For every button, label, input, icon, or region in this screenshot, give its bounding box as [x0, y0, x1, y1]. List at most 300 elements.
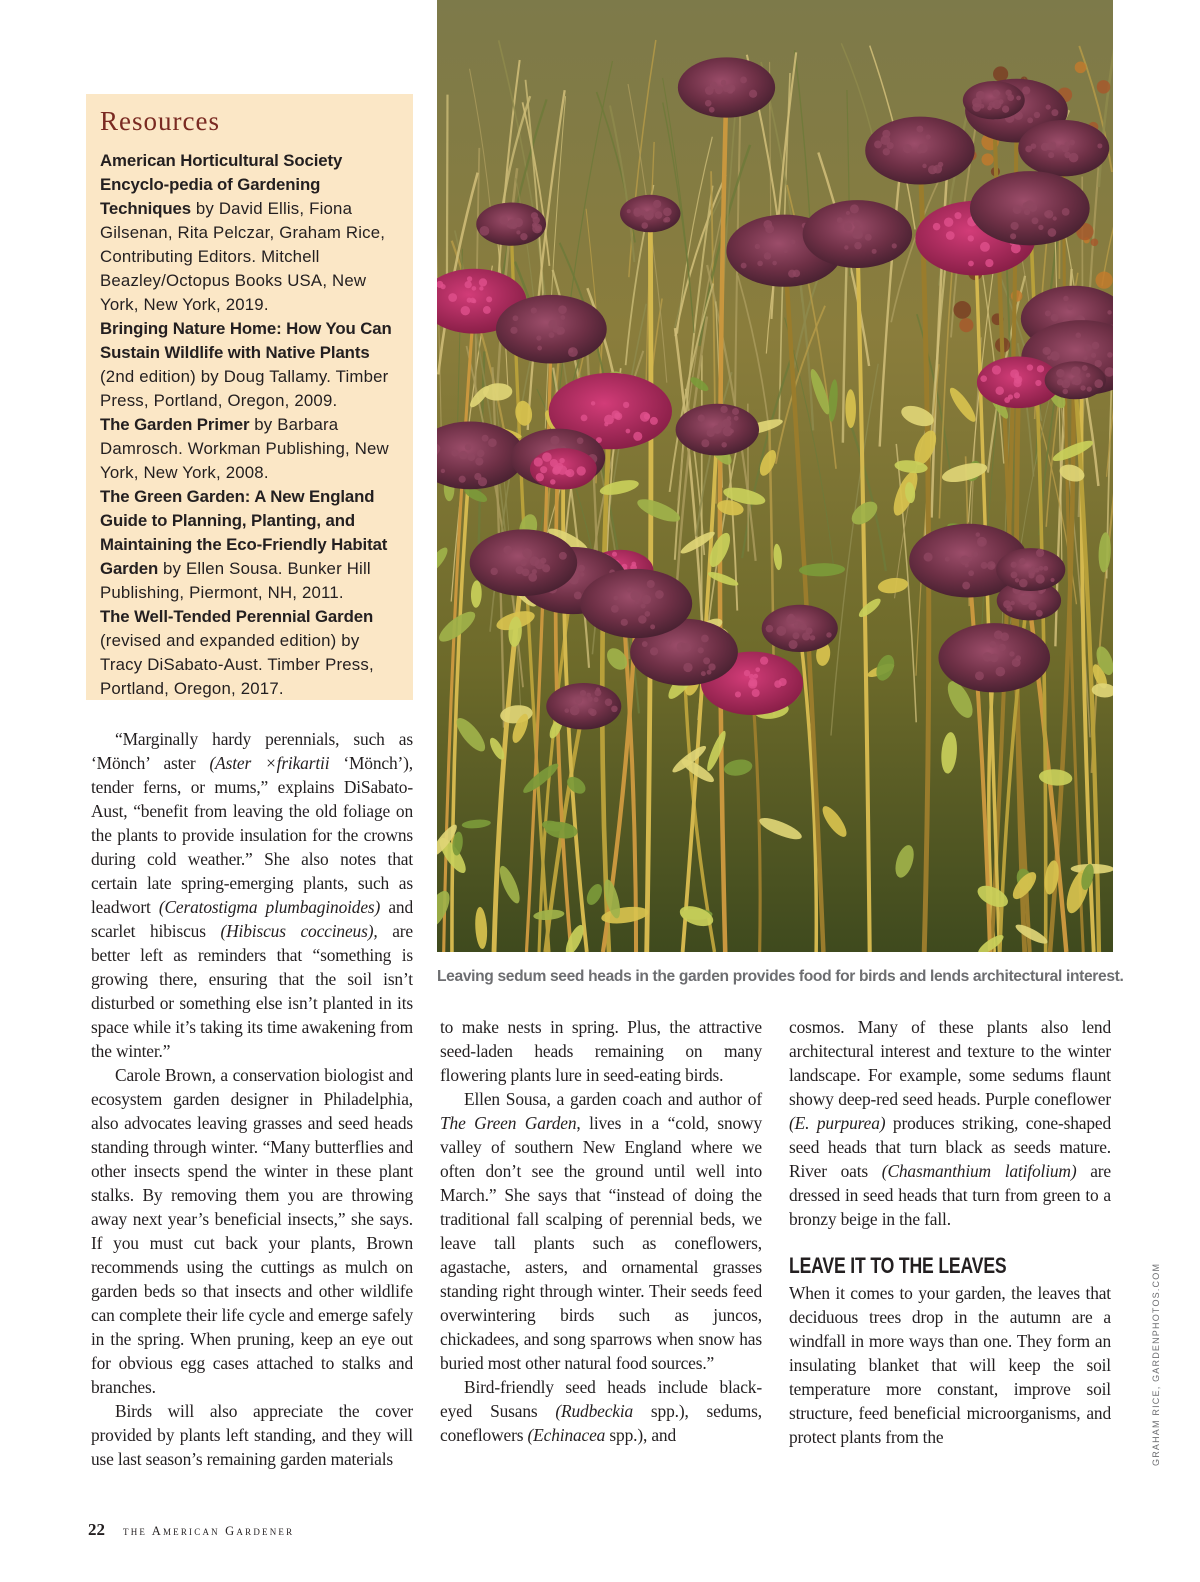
species-name: (Echinacea — [527, 1425, 606, 1445]
seed-head-floret — [655, 590, 664, 599]
seed-head-floret — [533, 217, 540, 224]
seed-head-floret — [642, 595, 651, 604]
seed-head-floret — [483, 306, 491, 314]
autumn-foliage — [959, 318, 973, 332]
seed-head-floret — [776, 626, 786, 636]
seed-head-floret — [799, 625, 804, 630]
body-column-1 — [91, 727, 413, 1471]
seed-head-floret — [564, 708, 569, 713]
seed-head-floret — [709, 107, 715, 113]
seed-head-floret — [605, 698, 613, 706]
seed-head-floret — [928, 165, 937, 174]
seed-head-floret — [516, 230, 520, 234]
seed-head-floret — [663, 208, 672, 217]
seed-head-floret — [881, 135, 891, 145]
sedum-photo — [437, 0, 1113, 952]
seed-head-floret — [472, 286, 477, 291]
autumn-foliage — [1091, 238, 1099, 246]
seed-head-floret — [593, 697, 598, 702]
seed-head-floret — [630, 591, 640, 601]
seed-head-floret — [604, 415, 614, 425]
seed-head-floret — [892, 243, 897, 248]
seed-head-floret — [1107, 310, 1111, 314]
seed-head-floret — [802, 632, 810, 640]
seed-head-floret — [558, 465, 567, 474]
paragraph: to make nests in spring. Plus, the attractive seed-laden heads remaining on many flowering plants lure in seed-eating birds. — [440, 1017, 762, 1085]
seed-head-floret — [530, 556, 540, 566]
seed-head-floret — [441, 469, 445, 473]
seed-head-floret — [459, 476, 466, 483]
seed-head-floret — [853, 220, 861, 228]
paragraph — [789, 1015, 1111, 1231]
seed-head-floret — [440, 284, 445, 289]
seed-head-floret — [990, 563, 995, 568]
text-run: cosmos. Many of these plants also lend architectural interest and texture to the winter landscape. For example, some sedums flaunt showy deep-red seed heads. Purple coneflower — [789, 1017, 1111, 1109]
seed-head-floret — [853, 226, 862, 235]
seed-head-floret — [1051, 314, 1059, 322]
seed-head-floret — [741, 263, 747, 269]
seed-head-floret — [1091, 353, 1096, 358]
seed-head-floret — [451, 449, 458, 456]
seed-head-floret — [1014, 375, 1022, 383]
seed-head-floret — [641, 603, 646, 608]
seed-head-floret — [1003, 600, 1011, 608]
seed-head-floret — [740, 77, 747, 84]
seed-head-floret — [987, 106, 992, 111]
seed-head-floret — [755, 667, 760, 672]
seed-head-floret — [1050, 578, 1054, 582]
seed-head-floret — [531, 307, 537, 313]
seed-head-floret — [962, 582, 970, 590]
seed-head-floret — [793, 632, 800, 639]
seed-head-floret — [865, 234, 872, 241]
seed-head-floret — [1031, 566, 1035, 570]
seed-head — [963, 81, 1025, 119]
body-column-3 — [789, 1015, 1111, 1449]
autumn-foliage — [1096, 272, 1113, 289]
seed-head-floret — [612, 552, 617, 557]
text-run: spp.), sedums, coneflowers — [440, 1401, 762, 1445]
seed-head-floret — [552, 325, 560, 333]
seed-head-floret — [968, 261, 974, 267]
seed-head-floret — [1035, 574, 1044, 583]
seed-head-floret — [980, 375, 987, 382]
seed-head-floret — [1087, 387, 1092, 392]
seed-head-floret — [1016, 96, 1021, 101]
seed-head-floret — [992, 365, 1001, 374]
seed-head-floret — [1008, 394, 1013, 399]
resource-details: (revised and expanded edition) by Tracy DiSabato-Aust. Timber Press, Portland, Oregon, 2017. — [100, 631, 374, 698]
seed-head-floret — [1065, 141, 1070, 146]
seed-head-floret — [968, 570, 974, 576]
seed-head-floret — [1086, 373, 1091, 378]
seed-head-floret — [467, 276, 472, 281]
seed-head-floret — [1036, 549, 1044, 557]
seed-head-floret — [1000, 632, 1009, 641]
resource-item — [100, 317, 401, 413]
seed-head-floret — [926, 134, 931, 139]
seed-head-floret — [722, 419, 731, 428]
seed-head-floret — [790, 239, 795, 244]
resource-details: (2nd edition) by Doug Tallamy. Timber Press, Portland, Oregon, 2009. — [100, 367, 389, 410]
seed-head-floret — [1032, 217, 1039, 224]
seed-head-floret — [1036, 610, 1043, 617]
autumn-foliage — [1097, 80, 1111, 94]
resource-item — [100, 413, 401, 485]
seed-head-floret — [933, 223, 940, 230]
seed-head-floret — [1056, 369, 1065, 378]
seed-head-floret — [844, 245, 848, 249]
seed-head-floret — [968, 557, 972, 561]
seed-head-floret — [540, 558, 546, 564]
seed-head-floret — [448, 293, 457, 302]
seed-head-floret — [520, 560, 527, 567]
seed-head-floret — [755, 244, 760, 249]
seed-head-floret — [752, 689, 760, 697]
species-name: (E. purpurea) — [789, 1113, 886, 1133]
paragraph — [440, 1375, 762, 1447]
seed-head-floret — [575, 696, 582, 703]
seed-head-floret — [1048, 152, 1054, 158]
species-name: (Rudbeckia — [555, 1401, 634, 1421]
seed-head-floret — [613, 596, 618, 601]
seed-head-floret — [511, 222, 518, 229]
seed-head-floret — [644, 413, 650, 419]
seed-head-floret — [667, 641, 671, 645]
seed-head-floret — [729, 89, 733, 93]
seed-head-floret — [1071, 366, 1081, 376]
seed-head-floret — [1027, 364, 1033, 370]
text-run: produces striking, cone-shaped seed heads that turn black as seeds mature. River oats — [789, 1113, 1111, 1181]
seed-head-floret — [721, 442, 726, 447]
seed-head-floret — [1010, 601, 1014, 605]
seed-head-floret — [903, 144, 912, 153]
seed-head-floret — [558, 305, 567, 314]
seed-head-floret — [475, 457, 483, 465]
text-run: ‘Mönch’), tender ferns, or mums,” explains DiSabato-Aust, “benefit from leaving the old foliage on the plants to provide insulation for the crowns during cold weather.” She also notes that certain late spring-emerging plants, such as leadwort — [91, 753, 413, 917]
seed-head-floret — [559, 458, 564, 463]
seed-head-floret — [1092, 342, 1100, 350]
text-run: are dressed in seed heads that turn from green to a bronzy beige in the fall. — [789, 1161, 1112, 1229]
seed-head-floret — [1038, 225, 1043, 230]
seed-head-floret — [872, 249, 877, 254]
seed-head-floret — [566, 469, 574, 477]
seed-head-floret — [1024, 209, 1030, 215]
seed-head-floret — [611, 706, 618, 713]
seed-head-floret — [534, 457, 543, 466]
sedum-illustration — [437, 0, 1113, 952]
seed-head-floret — [581, 414, 588, 421]
seed-head-floret — [1034, 112, 1040, 118]
seed-head-floret — [633, 432, 642, 441]
resource-item — [100, 605, 401, 701]
page-number: 22 — [88, 1520, 105, 1539]
seed-head-floret — [1009, 651, 1014, 656]
seed-head-floret — [542, 452, 552, 462]
seed-head-floret — [1045, 310, 1051, 316]
seed-head-floret — [560, 315, 565, 320]
seed-head-floret — [757, 261, 763, 267]
seed-head-floret — [705, 100, 712, 107]
seed-head-floret — [710, 82, 718, 90]
seed-head-floret — [732, 408, 739, 415]
seed-head-floret — [1027, 117, 1033, 123]
seed-head-floret — [1046, 104, 1051, 109]
seed-head-floret — [826, 632, 831, 637]
seed-head-floret — [992, 90, 1000, 98]
seed-head-floret — [568, 347, 578, 357]
seed-head-floret — [631, 562, 636, 567]
seed-head-floret — [577, 437, 584, 444]
page-footer — [88, 1520, 294, 1540]
seed-head-floret — [850, 204, 859, 213]
seed-head-floret — [701, 671, 706, 676]
seed-head-floret — [550, 479, 556, 485]
seed-head-floret — [749, 681, 754, 686]
seed-head-floret — [1082, 365, 1088, 371]
seed-head-floret — [1048, 228, 1057, 237]
photo-credit: GRAHAM RICE, GARDENPHOTOS.COM — [1151, 1262, 1161, 1466]
seed-head-floret — [998, 644, 1005, 651]
seed-head-floret — [549, 332, 555, 338]
seed-head-floret — [924, 553, 933, 562]
seed-head-floret — [922, 164, 926, 168]
seed-head-floret — [954, 212, 961, 219]
seed-head-floret — [536, 473, 544, 481]
seed-head-floret — [633, 208, 640, 215]
seed-head-floret — [989, 641, 996, 648]
seed-head-floret — [1084, 344, 1091, 351]
seed-head-floret — [766, 625, 774, 633]
seed-head-floret — [580, 690, 586, 696]
resource-title: The Green Garden: A New England Guide to Planning, Planting, and Maintaining the Eco-Friendly Habitat Garden — [100, 487, 388, 578]
seed-head-floret — [968, 235, 974, 241]
seed-head-floret — [1107, 352, 1113, 358]
seed-head-floret — [703, 657, 710, 664]
seed-head-floret — [465, 281, 472, 288]
seed-head-floret — [499, 216, 508, 225]
seed-head-floret — [976, 91, 985, 100]
seed-head-floret — [998, 99, 1003, 104]
seed-head-floret — [488, 438, 497, 447]
seed-head-floret — [721, 80, 727, 86]
seed-head-floret — [1019, 558, 1026, 565]
seed-head-floret — [779, 678, 787, 686]
seed-head-floret — [945, 557, 950, 562]
resource-item — [100, 149, 401, 317]
seed-head-floret — [995, 667, 1005, 677]
resource-details: by David Ellis, Fiona Gilsenan, Rita Pelczar, Graham Rice, Contributing Editors. Mitchell Beazley/Octopus Books USA, New York, New York, 2019. — [100, 199, 386, 314]
seed-head-floret — [574, 704, 578, 708]
seed-head-floret — [627, 587, 632, 592]
magazine-name: the American Gardener — [123, 1524, 295, 1538]
seed-head-floret — [480, 226, 490, 236]
seed-head-floret — [918, 143, 928, 153]
seed-head-floret — [580, 572, 584, 576]
seed-head-floret — [1076, 333, 1082, 339]
seed-head-floret — [1051, 109, 1058, 116]
seed-head-floret — [749, 90, 757, 98]
seed-head-floret — [578, 565, 585, 572]
seed-head-floret — [477, 449, 485, 457]
seed-head-floret — [772, 261, 777, 266]
species-name: (Ceratostigma plumbaginoides) — [158, 897, 381, 917]
seed-head-floret — [789, 640, 798, 649]
text-run: Bird-friendly seed heads include black-eyed Susans — [440, 1377, 762, 1421]
seed-head-floret — [1002, 106, 1009, 113]
resource-title: The Well-Tended Perennial Garden — [100, 607, 374, 626]
resource-title: Bringing Nature Home: How You Can Sustain Wildlife with Native Plants — [100, 319, 392, 362]
seed-head-floret — [1080, 385, 1085, 390]
seed-head-floret — [1060, 145, 1065, 150]
seed-head-floret — [788, 270, 796, 278]
paragraph: When it comes to your garden, the leaves that deciduous trees drop in the autumn are a windfall in more ways than one. They form an insulating blanket that will keep the soil temperature more constant, improve soil structure, feed beneficial microorganisms, and protect plants from the — [789, 1283, 1111, 1447]
seed-head-floret — [1047, 356, 1051, 360]
resources-sidebar — [86, 94, 413, 700]
seed-head-floret — [683, 663, 692, 672]
resource-title: The Garden Primer — [100, 415, 250, 434]
seed-head-floret — [611, 605, 619, 613]
seed-head-floret — [574, 591, 582, 599]
seed-head-floret — [1011, 562, 1017, 568]
seed-head-floret — [760, 657, 768, 665]
seed-head-floret — [723, 85, 730, 92]
seed-head-floret — [677, 642, 686, 651]
seed-head-floret — [467, 453, 475, 461]
resource-details: by Barbara Damrosch. Workman Publishing, New York, New York, 2008. — [100, 415, 389, 482]
body-column-2 — [440, 1015, 762, 1447]
seed-head-floret — [486, 296, 492, 302]
seed-head-floret — [528, 573, 537, 582]
seed-head-floret — [810, 635, 815, 640]
seed-head-floret — [1045, 210, 1054, 219]
seed-head-floret — [985, 259, 993, 267]
text-run: “Marginally hardy perennials, such as ‘Mönch’ aster — [91, 729, 413, 773]
seed-head-floret — [978, 540, 985, 547]
seed-head-floret — [1064, 152, 1070, 158]
seed-head-floret — [641, 222, 648, 229]
seed-head-floret — [459, 451, 468, 460]
seed-head-floret — [1094, 379, 1103, 388]
seed-head-floret — [972, 551, 978, 557]
seed-head-floret — [1028, 602, 1036, 610]
seed-head-floret — [763, 220, 772, 229]
seed-head-floret — [1037, 365, 1044, 372]
seed-head-floret — [1083, 356, 1088, 361]
seed-head-floret — [550, 436, 559, 445]
seed-head-floret — [510, 327, 517, 334]
seed-head-floret — [647, 212, 654, 219]
seed-head-floret — [1010, 233, 1016, 239]
paragraph — [440, 1087, 762, 1375]
photo-caption: Leaving sedum seed heads in the garden provides food for birds and lends architectural interest. — [437, 968, 1124, 985]
paragraph — [91, 727, 413, 1063]
seed-head-floret — [1050, 351, 1060, 361]
seed-head-floret — [621, 619, 628, 626]
seed-head-floret — [995, 387, 1003, 395]
seed-head-floret — [1049, 144, 1056, 151]
seed-head-floret — [635, 600, 639, 604]
seed-head-floret — [960, 556, 970, 566]
seed-head-floret — [946, 231, 955, 240]
seed-head-floret — [650, 417, 658, 425]
seed-head-floret — [465, 444, 471, 450]
seed-head-floret — [472, 299, 476, 303]
seed-head-floret — [783, 249, 787, 253]
seed-head-floret — [1025, 146, 1032, 153]
seed-head-floret — [491, 568, 498, 575]
seed-head-floret — [846, 211, 850, 215]
seed-head-floret — [525, 552, 532, 559]
seed-head-floret — [638, 615, 646, 623]
resource-details: by Ellen Sousa. Bunker Hill Publishing, Piermont, NH, 2011. — [100, 559, 371, 602]
seed-head-floret — [1069, 140, 1075, 146]
seed-head-floret — [701, 635, 709, 643]
seed-head-floret — [664, 217, 670, 223]
seed-head-floret — [577, 466, 586, 475]
seed-head-floret — [837, 217, 843, 223]
text-run: and scarlet hibiscus — [91, 897, 414, 941]
seed-head-floret — [1063, 296, 1069, 302]
seed-head-floret — [1053, 216, 1057, 220]
seed-head-floret — [513, 315, 519, 321]
seed-head-floret — [708, 663, 715, 670]
seed-head-floret — [1013, 205, 1022, 214]
species-name: (Hibiscus coccineus), — [220, 921, 378, 941]
autumn-foliage — [953, 301, 971, 319]
seed-head-floret — [536, 335, 541, 340]
seed-head-floret — [980, 242, 990, 252]
seed-head-floret — [1061, 380, 1070, 389]
seed-head-floret — [559, 552, 567, 560]
seed-head-floret — [713, 425, 722, 434]
resource-title: American Horticultural Society Encyclo-pedia of Gardening Techniques — [100, 151, 343, 218]
seed-head-floret — [640, 210, 646, 216]
seed-head-floret — [506, 223, 510, 227]
grass-blade — [447, 95, 448, 300]
paragraph: Carole Brown, a conservation biologist and ecosystem garden designer in Philadelphia, also advocates leaving grasses and seed heads standing through winter. “Many butterflies and other insects spend the winter in these plant stalks. By removing them you are throwing away next year’s beneficial insects,” she says. If you must cut back your plants, Brown recommends using the cuttings as mulch on garden beds so that insects and other wildlife can complete their life cycle and emerge safely in the spring. When pruning, keep an eye out for obvious egg cases attached to stalks and branches. — [91, 1065, 413, 1397]
seed-head-floret — [542, 564, 550, 572]
seed-head-floret — [1042, 347, 1050, 355]
text-run: , lives in a “cold, snowy valley of southern New England where we often don’t see the ground until well into March.” She says that “instead of doing the traditional fall scalping of perennial beds, we leave tall plants such as coneflowers, agastache, asters, and ornamental grasses standing right through winter. Their seeds feed overwintering birds such as juncos, chickadees, and song sparrows when snow has buried most other natural food sources.” — [440, 1113, 762, 1373]
seed-head-floret — [1034, 568, 1039, 573]
seed-head-floret — [1022, 86, 1030, 94]
seed-head-floret — [975, 671, 984, 680]
resources-title: Resources — [100, 106, 220, 136]
seed-head-floret — [1035, 380, 1041, 386]
text-run: spp.), and — [605, 1425, 677, 1445]
seed-head-floret — [764, 252, 771, 259]
seed-head-floret — [540, 466, 547, 473]
species-name: (Aster ×frikartii — [209, 753, 330, 773]
seed-head-floret — [883, 148, 890, 155]
seed-head-floret — [965, 563, 969, 567]
seed-head-floret — [586, 693, 591, 698]
seed-head-floret — [944, 217, 953, 226]
seed-head-floret — [479, 278, 487, 286]
seed-head-floret — [916, 126, 923, 133]
paragraph: Birds will also appreciate the cover provided by plants left standing, and they will use last season’s remaining garden materials — [91, 1401, 413, 1469]
seed-head-floret — [1028, 572, 1034, 578]
species-name: (Chasmanthium latifolium) — [881, 1161, 1077, 1181]
seed-head-floret — [479, 286, 483, 290]
seed-head-floret — [537, 346, 542, 351]
seed-head-floret — [698, 647, 704, 653]
seed-head-floret — [1073, 378, 1078, 383]
seed-head-floret — [698, 414, 705, 421]
seed-head-floret — [786, 614, 796, 624]
text-run: Ellen Sousa, a garden coach and author of — [464, 1089, 762, 1109]
